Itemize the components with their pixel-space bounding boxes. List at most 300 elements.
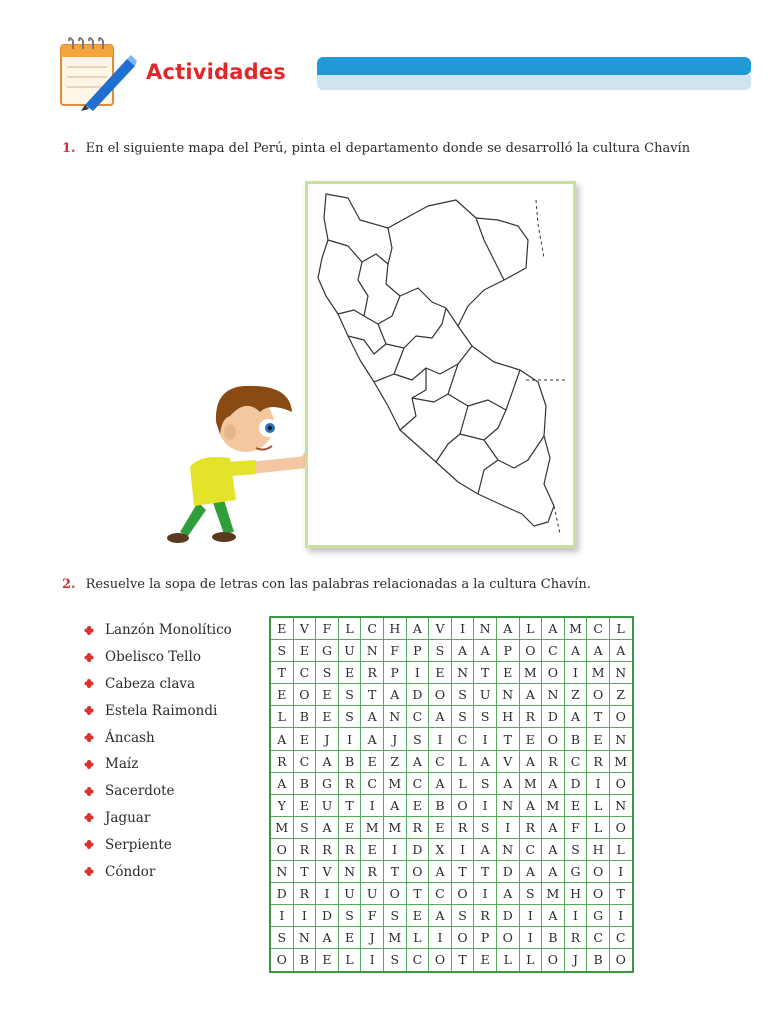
grid-cell[interactable]: L bbox=[338, 617, 361, 640]
grid-cell[interactable]: A bbox=[542, 816, 565, 838]
grid-cell[interactable]: A bbox=[519, 684, 542, 706]
grid-cell[interactable]: S bbox=[474, 772, 497, 794]
grid-cell[interactable]: A bbox=[270, 728, 293, 750]
grid-cell[interactable]: I bbox=[406, 662, 429, 684]
grid-cell[interactable]: U bbox=[361, 883, 384, 905]
grid-cell[interactable]: O bbox=[587, 684, 610, 706]
grid-cell[interactable]: E bbox=[316, 706, 339, 728]
grid-cell[interactable]: B bbox=[564, 728, 587, 750]
grid-cell[interactable]: A bbox=[519, 861, 542, 883]
grid-cell[interactable]: I bbox=[587, 772, 610, 794]
grid-cell[interactable]: S bbox=[338, 905, 361, 927]
grid-cell[interactable]: S bbox=[338, 684, 361, 706]
grid-cell[interactable]: N bbox=[609, 728, 632, 750]
grid-cell[interactable]: A bbox=[383, 684, 406, 706]
grid-cell[interactable]: D bbox=[406, 684, 429, 706]
grid-cell[interactable]: N bbox=[361, 640, 384, 662]
bullet-icon bbox=[84, 653, 93, 662]
grid-cell[interactable]: M bbox=[383, 927, 406, 949]
bullet-icon bbox=[84, 679, 93, 688]
grid-cell[interactable]: J bbox=[316, 728, 339, 750]
grid-cell[interactable]: E bbox=[564, 794, 587, 816]
grid-cell[interactable]: E bbox=[338, 927, 361, 949]
grid-cell[interactable]: A bbox=[361, 706, 384, 728]
grid-cell[interactable]: C bbox=[361, 772, 384, 794]
grid-cell[interactable]: B bbox=[542, 927, 565, 949]
grid-cell[interactable]: M bbox=[383, 816, 406, 838]
grid-cell[interactable]: A bbox=[383, 794, 406, 816]
grid-cell[interactable]: E bbox=[406, 905, 429, 927]
grid-cell[interactable]: S bbox=[383, 949, 406, 972]
grid-cell[interactable]: G bbox=[564, 861, 587, 883]
question-text: Resuelve la sopa de letras con las palabras relacionadas a la cultura Chavín. bbox=[85, 577, 591, 592]
grid-cell[interactable]: G bbox=[587, 905, 610, 927]
word-list bbox=[84, 617, 232, 885]
notepad-pen-icon bbox=[57, 33, 139, 111]
grid-cell[interactable]: A bbox=[542, 617, 565, 640]
grid-cell[interactable]: E bbox=[429, 662, 452, 684]
grid-cell[interactable]: S bbox=[316, 662, 339, 684]
grid-cell[interactable]: M bbox=[383, 772, 406, 794]
grid-cell[interactable]: B bbox=[338, 750, 361, 772]
grid-cell[interactable]: L bbox=[609, 617, 632, 640]
grid-cell[interactable]: O bbox=[293, 684, 316, 706]
grid-cell[interactable]: I bbox=[474, 883, 497, 905]
grid-cell[interactable]: A bbox=[542, 772, 565, 794]
grid-row bbox=[270, 883, 633, 905]
grid-cell[interactable]: B bbox=[587, 949, 610, 972]
grid-cell[interactable]: L bbox=[519, 949, 542, 972]
grid-cell[interactable]: T bbox=[383, 861, 406, 883]
grid-cell[interactable]: N bbox=[383, 706, 406, 728]
grid-cell[interactable]: E bbox=[361, 838, 384, 860]
grid-cell[interactable]: S bbox=[270, 927, 293, 949]
grid-cell[interactable]: I bbox=[316, 883, 339, 905]
grid-row bbox=[270, 684, 633, 706]
grid-cell[interactable]: S bbox=[406, 728, 429, 750]
grid-cell[interactable]: L bbox=[451, 750, 474, 772]
grid-cell[interactable]: N bbox=[451, 662, 474, 684]
grid-cell[interactable]: M bbox=[270, 816, 293, 838]
grid-cell[interactable]: E bbox=[474, 949, 497, 972]
word-search-grid bbox=[269, 616, 634, 973]
grid-cell[interactable]: C bbox=[429, 750, 452, 772]
grid-cell[interactable]: I bbox=[451, 838, 474, 860]
grid-cell[interactable]: A bbox=[542, 838, 565, 860]
grid-cell[interactable]: I bbox=[270, 905, 293, 927]
grid-cell[interactable]: R bbox=[519, 816, 542, 838]
grid-cell[interactable]: T bbox=[293, 861, 316, 883]
grid-cell[interactable]: C bbox=[429, 883, 452, 905]
grid-cell[interactable]: T bbox=[406, 883, 429, 905]
grid-row bbox=[270, 816, 633, 838]
grid-cell[interactable]: D bbox=[316, 905, 339, 927]
grid-cell[interactable]: N bbox=[474, 617, 497, 640]
grid-cell[interactable]: I bbox=[474, 728, 497, 750]
grid-cell[interactable]: O bbox=[609, 816, 632, 838]
grid-cell[interactable]: R bbox=[587, 750, 610, 772]
list-item: Sacerdote bbox=[84, 778, 232, 805]
grid-cell[interactable]: M bbox=[587, 662, 610, 684]
grid-cell[interactable]: F bbox=[383, 640, 406, 662]
list-item: Estela Raimondi bbox=[84, 697, 232, 724]
grid-cell[interactable]: L bbox=[451, 772, 474, 794]
grid-cell[interactable]: O bbox=[519, 640, 542, 662]
grid-cell[interactable]: S bbox=[383, 905, 406, 927]
grid-cell[interactable]: D bbox=[270, 883, 293, 905]
grid-cell[interactable]: D bbox=[542, 706, 565, 728]
grid-cell[interactable]: A bbox=[564, 706, 587, 728]
grid-cell[interactable]: C bbox=[519, 838, 542, 860]
grid-cell[interactable]: B bbox=[293, 706, 316, 728]
grid-cell[interactable]: U bbox=[316, 794, 339, 816]
grid-cell[interactable]: A bbox=[451, 640, 474, 662]
grid-cell[interactable]: T bbox=[451, 861, 474, 883]
grid-cell[interactable]: U bbox=[474, 684, 497, 706]
grid-cell[interactable]: O bbox=[270, 949, 293, 972]
grid-cell[interactable]: C bbox=[542, 640, 565, 662]
grid-cell[interactable]: J bbox=[383, 728, 406, 750]
grid-cell[interactable]: P bbox=[496, 640, 519, 662]
grid-cell[interactable]: I bbox=[429, 927, 452, 949]
grid-cell[interactable]: E bbox=[316, 684, 339, 706]
grid-cell[interactable]: J bbox=[564, 949, 587, 972]
grid-cell[interactable]: N bbox=[496, 794, 519, 816]
grid-cell[interactable]: R bbox=[338, 772, 361, 794]
grid-cell[interactable]: A bbox=[496, 772, 519, 794]
grid-cell[interactable]: A bbox=[429, 706, 452, 728]
grid-row bbox=[270, 750, 633, 772]
grid-cell[interactable]: R bbox=[361, 861, 384, 883]
grid-cell[interactable]: G bbox=[316, 640, 339, 662]
grid-cell[interactable]: M bbox=[542, 883, 565, 905]
grid-cell[interactable]: I bbox=[519, 905, 542, 927]
grid-cell[interactable]: R bbox=[361, 662, 384, 684]
grid-cell[interactable]: R bbox=[270, 750, 293, 772]
grid-cell[interactable]: P bbox=[406, 640, 429, 662]
grid-cell[interactable]: H bbox=[496, 706, 519, 728]
grid-cell[interactable]: A bbox=[542, 905, 565, 927]
grid-cell[interactable]: E bbox=[293, 728, 316, 750]
grid-cell[interactable]: A bbox=[587, 640, 610, 662]
grid-cell[interactable]: N bbox=[609, 794, 632, 816]
grid-cell[interactable]: L bbox=[587, 794, 610, 816]
peru-map-outline bbox=[308, 184, 573, 545]
grid-cell[interactable]: O bbox=[451, 927, 474, 949]
grid-cell[interactable]: T bbox=[361, 684, 384, 706]
grid-cell[interactable]: T bbox=[609, 883, 632, 905]
grid-cell[interactable]: A bbox=[496, 883, 519, 905]
grid-cell[interactable]: V bbox=[496, 750, 519, 772]
grid-cell[interactable]: S bbox=[564, 838, 587, 860]
grid-cell[interactable]: R bbox=[316, 838, 339, 860]
grid-cell[interactable]: A bbox=[429, 772, 452, 794]
question-2 bbox=[62, 577, 591, 592]
grid-cell[interactable]: C bbox=[293, 662, 316, 684]
grid-row bbox=[270, 662, 633, 684]
grid-cell[interactable]: C bbox=[361, 617, 384, 640]
grid-cell[interactable]: R bbox=[451, 816, 474, 838]
grid-cell[interactable]: B bbox=[429, 794, 452, 816]
grid-cell[interactable]: I bbox=[496, 816, 519, 838]
grid-cell[interactable]: S bbox=[474, 706, 497, 728]
grid-cell[interactable]: A bbox=[361, 728, 384, 750]
grid-cell[interactable]: E bbox=[406, 794, 429, 816]
grid-cell[interactable]: C bbox=[406, 706, 429, 728]
grid-cell[interactable]: M bbox=[519, 772, 542, 794]
grid-cell[interactable]: A bbox=[609, 640, 632, 662]
grid-cell[interactable]: A bbox=[496, 617, 519, 640]
grid-cell[interactable]: A bbox=[270, 772, 293, 794]
grid-cell[interactable]: P bbox=[383, 662, 406, 684]
grid-cell[interactable]: M bbox=[542, 794, 565, 816]
grid-cell[interactable]: O bbox=[451, 883, 474, 905]
question-number: 2. bbox=[62, 577, 76, 592]
grid-cell[interactable]: I bbox=[361, 949, 384, 972]
grid-cell[interactable]: E bbox=[496, 662, 519, 684]
grid-cell[interactable]: I bbox=[474, 794, 497, 816]
bullet-icon bbox=[84, 733, 93, 742]
grid-cell[interactable]: I bbox=[429, 728, 452, 750]
grid-cell[interactable]: C bbox=[564, 750, 587, 772]
grid-cell[interactable]: I bbox=[609, 905, 632, 927]
list-item: Áncash bbox=[84, 724, 232, 751]
grid-cell[interactable]: O bbox=[496, 927, 519, 949]
grid-cell[interactable]: A bbox=[429, 905, 452, 927]
bullet-icon bbox=[84, 706, 93, 715]
grid-cell[interactable]: F bbox=[316, 617, 339, 640]
grid-cell[interactable]: T bbox=[587, 706, 610, 728]
bullet-icon bbox=[84, 760, 93, 769]
grid-cell[interactable]: S bbox=[270, 640, 293, 662]
grid-cell[interactable]: A bbox=[474, 640, 497, 662]
grid-cell[interactable]: S bbox=[519, 883, 542, 905]
grid-cell[interactable]: Z bbox=[564, 684, 587, 706]
boy-pushing-illustration bbox=[160, 372, 320, 550]
grid-cell[interactable]: E bbox=[519, 728, 542, 750]
grid-cell[interactable]: M bbox=[564, 617, 587, 640]
grid-cell[interactable]: O bbox=[542, 728, 565, 750]
grid-cell[interactable]: R bbox=[519, 706, 542, 728]
grid-cell[interactable]: O bbox=[429, 949, 452, 972]
list-item: Cóndor bbox=[84, 858, 232, 885]
grid-row bbox=[270, 640, 633, 662]
grid-row bbox=[270, 949, 633, 972]
question-1 bbox=[62, 141, 690, 156]
grid-cell[interactable]: D bbox=[496, 861, 519, 883]
grid-cell[interactable]: S bbox=[293, 816, 316, 838]
grid-cell[interactable]: C bbox=[609, 927, 632, 949]
grid-cell[interactable]: V bbox=[316, 861, 339, 883]
grid-cell[interactable]: N bbox=[293, 927, 316, 949]
grid-cell[interactable]: X bbox=[429, 838, 452, 860]
grid-cell[interactable]: F bbox=[564, 816, 587, 838]
grid-cell[interactable]: L bbox=[270, 706, 293, 728]
grid-cell[interactable]: L bbox=[406, 927, 429, 949]
grid-cell[interactable]: S bbox=[429, 640, 452, 662]
grid-cell[interactable]: O bbox=[429, 684, 452, 706]
bullet-icon bbox=[84, 867, 93, 876]
grid-cell[interactable]: O bbox=[451, 794, 474, 816]
grid-cell[interactable]: L bbox=[609, 838, 632, 860]
grid-cell[interactable]: O bbox=[542, 949, 565, 972]
grid-cell[interactable]: E bbox=[270, 684, 293, 706]
grid-cell[interactable]: S bbox=[338, 706, 361, 728]
bullet-icon bbox=[84, 840, 93, 849]
list-item: Serpiente bbox=[84, 831, 232, 858]
grid-cell[interactable]: V bbox=[429, 617, 452, 640]
grid-row bbox=[270, 927, 633, 949]
grid-cell[interactable]: L bbox=[338, 949, 361, 972]
grid-cell[interactable]: O bbox=[587, 883, 610, 905]
grid-cell[interactable]: U bbox=[338, 883, 361, 905]
grid-cell[interactable]: N bbox=[496, 684, 519, 706]
list-item: Lanzón Monolítico bbox=[84, 617, 232, 644]
grid-cell[interactable]: A bbox=[316, 816, 339, 838]
grid-cell[interactable]: T bbox=[496, 728, 519, 750]
grid-cell[interactable]: A bbox=[429, 861, 452, 883]
list-item: Obelisco Tello bbox=[84, 644, 232, 671]
grid-cell[interactable]: N bbox=[270, 861, 293, 883]
grid-cell[interactable]: E bbox=[338, 816, 361, 838]
grid-cell[interactable]: O bbox=[609, 949, 632, 972]
grid-cell[interactable]: N bbox=[609, 662, 632, 684]
grid-cell[interactable]: C bbox=[451, 728, 474, 750]
grid-cell[interactable]: C bbox=[406, 772, 429, 794]
grid-cell[interactable]: I bbox=[609, 861, 632, 883]
grid-row bbox=[270, 838, 633, 860]
grid-row bbox=[270, 772, 633, 794]
grid-cell[interactable]: I bbox=[361, 794, 384, 816]
grid-cell[interactable]: E bbox=[429, 816, 452, 838]
grid-cell[interactable]: O bbox=[542, 662, 565, 684]
grid-cell[interactable]: E bbox=[293, 794, 316, 816]
grid-cell[interactable]: B bbox=[293, 949, 316, 972]
grid-cell[interactable]: C bbox=[587, 927, 610, 949]
grid-cell[interactable]: S bbox=[451, 905, 474, 927]
grid-cell[interactable]: T bbox=[451, 949, 474, 972]
grid-cell[interactable]: I bbox=[383, 838, 406, 860]
grid-cell[interactable]: I bbox=[338, 728, 361, 750]
grid-cell[interactable]: E bbox=[316, 949, 339, 972]
grid-cell[interactable]: R bbox=[406, 816, 429, 838]
grid-cell[interactable]: R bbox=[338, 838, 361, 860]
grid-cell[interactable]: S bbox=[451, 684, 474, 706]
grid-cell[interactable]: Z bbox=[383, 750, 406, 772]
grid-cell[interactable]: N bbox=[496, 838, 519, 860]
grid-cell[interactable]: B bbox=[293, 772, 316, 794]
grid-cell[interactable]: O bbox=[587, 861, 610, 883]
grid-cell[interactable]: I bbox=[564, 905, 587, 927]
bullet-icon bbox=[84, 787, 93, 796]
grid-cell[interactable]: E bbox=[361, 750, 384, 772]
grid-cell[interactable]: S bbox=[474, 816, 497, 838]
grid-cell[interactable]: A bbox=[316, 750, 339, 772]
grid-cell[interactable]: A bbox=[406, 617, 429, 640]
grid-cell[interactable]: O bbox=[406, 861, 429, 883]
grid-cell[interactable]: S bbox=[451, 706, 474, 728]
grid-cell[interactable]: U bbox=[338, 640, 361, 662]
grid-cell[interactable]: E bbox=[338, 662, 361, 684]
grid-cell[interactable]: H bbox=[564, 883, 587, 905]
grid-row bbox=[270, 861, 633, 883]
grid-cell[interactable]: O bbox=[383, 883, 406, 905]
grid-cell[interactable]: L bbox=[496, 949, 519, 972]
grid-cell[interactable]: P bbox=[474, 927, 497, 949]
grid-cell[interactable]: O bbox=[270, 838, 293, 860]
grid-cell[interactable]: A bbox=[474, 838, 497, 860]
question-number: 1. bbox=[62, 141, 76, 156]
grid-cell[interactable]: O bbox=[609, 706, 632, 728]
grid-cell[interactable]: C bbox=[293, 750, 316, 772]
grid-cell[interactable]: O bbox=[609, 772, 632, 794]
grid-cell[interactable]: T bbox=[474, 662, 497, 684]
grid-cell[interactable]: C bbox=[406, 949, 429, 972]
grid-cell[interactable]: E bbox=[270, 617, 293, 640]
grid-cell[interactable]: T bbox=[474, 861, 497, 883]
grid-cell[interactable]: D bbox=[406, 838, 429, 860]
grid-cell[interactable]: V bbox=[293, 617, 316, 640]
grid-cell[interactable]: R bbox=[293, 883, 316, 905]
grid-cell[interactable]: I bbox=[451, 617, 474, 640]
grid-row bbox=[270, 617, 633, 640]
grid-cell[interactable]: A bbox=[474, 750, 497, 772]
grid-cell[interactable]: L bbox=[519, 617, 542, 640]
grid-cell[interactable]: E bbox=[293, 640, 316, 662]
bullet-icon bbox=[84, 626, 93, 635]
grid-cell[interactable]: I bbox=[519, 927, 542, 949]
grid-cell[interactable]: A bbox=[519, 794, 542, 816]
grid-cell[interactable]: R bbox=[564, 927, 587, 949]
grid-row bbox=[270, 728, 633, 750]
grid-cell[interactable]: F bbox=[361, 905, 384, 927]
grid-cell[interactable]: M bbox=[519, 662, 542, 684]
grid-cell[interactable]: A bbox=[564, 640, 587, 662]
bullet-icon bbox=[84, 813, 93, 822]
grid-cell[interactable]: R bbox=[542, 750, 565, 772]
list-item: Jaguar bbox=[84, 805, 232, 832]
grid-cell[interactable]: A bbox=[406, 750, 429, 772]
grid-cell[interactable]: M bbox=[361, 816, 384, 838]
grid-cell[interactable]: A bbox=[316, 927, 339, 949]
list-item: Cabeza clava bbox=[84, 671, 232, 698]
grid-cell[interactable]: A bbox=[519, 750, 542, 772]
grid-cell[interactable]: L bbox=[587, 816, 610, 838]
grid-cell[interactable]: A bbox=[542, 861, 565, 883]
grid-cell[interactable]: D bbox=[496, 905, 519, 927]
grid-cell[interactable]: H bbox=[587, 838, 610, 860]
grid-cell[interactable]: E bbox=[587, 728, 610, 750]
grid-cell[interactable]: H bbox=[383, 617, 406, 640]
grid-cell[interactable]: I bbox=[293, 905, 316, 927]
grid-cell[interactable]: I bbox=[564, 662, 587, 684]
grid-cell[interactable]: M bbox=[609, 750, 632, 772]
grid-cell[interactable]: Z bbox=[609, 684, 632, 706]
grid-cell[interactable]: R bbox=[293, 838, 316, 860]
grid-row bbox=[270, 706, 633, 728]
grid-cell[interactable]: C bbox=[587, 617, 610, 640]
grid-cell[interactable]: J bbox=[361, 927, 384, 949]
grid-cell[interactable]: T bbox=[338, 794, 361, 816]
grid-cell[interactable]: R bbox=[474, 905, 497, 927]
grid-cell[interactable]: N bbox=[542, 684, 565, 706]
grid-cell[interactable]: N bbox=[338, 861, 361, 883]
grid-cell[interactable]: D bbox=[564, 772, 587, 794]
peru-map bbox=[305, 181, 576, 548]
grid-cell[interactable]: Y bbox=[270, 794, 293, 816]
grid-cell[interactable]: G bbox=[316, 772, 339, 794]
grid-cell[interactable]: T bbox=[270, 662, 293, 684]
